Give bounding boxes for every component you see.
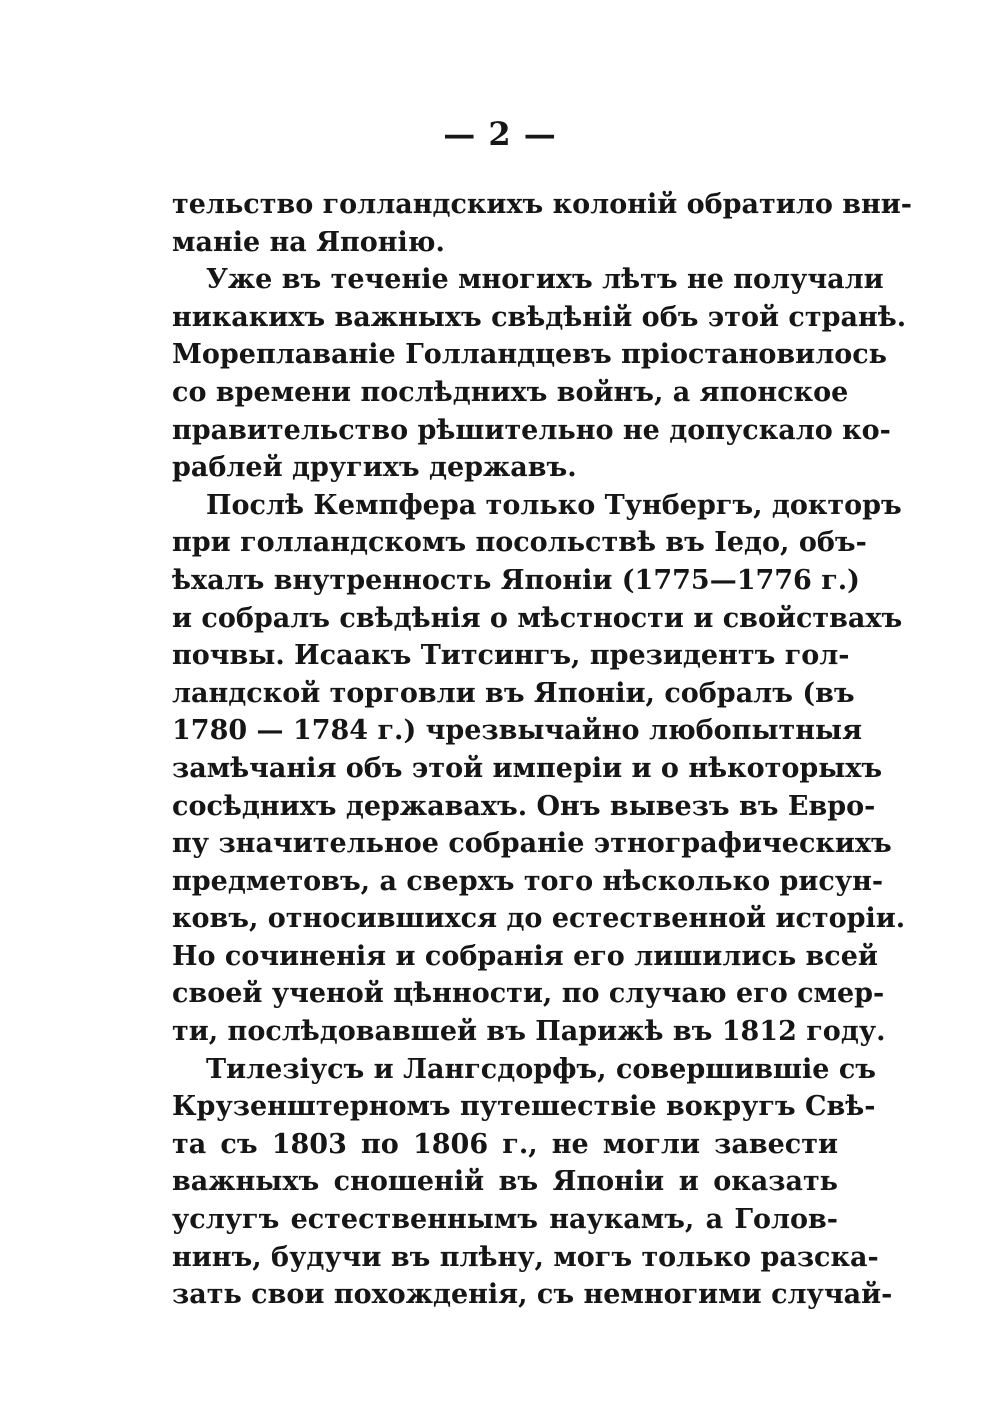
text-line: со времени послѣднихъ войнъ, а японское [172, 376, 849, 408]
text-line: зать свои похожденія, съ немногими случай- [172, 1279, 893, 1311]
text-line: правительство рѣшительно не допускало ко- [172, 414, 891, 446]
text-line: при голландскомъ посольствѣ въ Іедо, объ- [172, 527, 867, 559]
text-line: сосѣднихъ державахъ. Онъ вывезъ въ Евро- [172, 790, 876, 822]
text-line: пу значительное собраніе этнографическихъ [172, 828, 892, 860]
text-line: своей ученой цѣнности, по случаю его смер- [172, 978, 885, 1010]
text-line: замѣчанія объ этой имперіи и о нѣкоторыхъ [172, 752, 883, 784]
text-line: предметовъ, а сверхъ того нѣсколько рисун- [172, 865, 884, 897]
text-line: ландской торговли въ Японіи, собралъ (въ [172, 677, 855, 709]
text-line: Крузенштерномъ путешествіе вокругъ Свѣ- [172, 1091, 876, 1123]
text-line: ковъ, относившихся до естественной исторіи. [172, 903, 906, 935]
text-line: та съ 1803 по 1806 г., не могли завести [172, 1128, 838, 1160]
text-line: Тилезіусъ и Лангсдорфъ, совершившіе съ [206, 1053, 877, 1085]
text-line: почвы. Исаакъ Титсингъ, президентъ гол- [172, 640, 850, 672]
text-line: никакихъ важныхъ свѣдѣній объ этой странѣ. [172, 301, 907, 333]
body-text [172, 186, 913, 1314]
text-line: 1780 — 1784 г.) чрезвычайно любопытныя [172, 715, 863, 747]
text-line: и собралъ свѣдѣнія о мѣстности и свойствахъ [172, 602, 903, 634]
text-line: Послѣ Кемпфера только Тунбергъ, докторъ [206, 489, 902, 521]
text-line: важныхъ сношеній въ Японіи и оказать [172, 1166, 838, 1198]
text-line: раблей другихъ державъ. [172, 452, 577, 484]
text-line: Уже въ теченіе многихъ лѣтъ не получали [206, 264, 884, 296]
text-line: услугъ естественнымъ наукамъ, а Голов- [172, 1204, 838, 1236]
text-line: нинъ, будучи въ плѣну, могъ только разска- [172, 1241, 879, 1273]
text-line: Мореплаваніе Голландцевъ пріостановилось [172, 339, 888, 371]
text-line: ти, послѣдовавшей въ Парижѣ въ 1812 году. [172, 1016, 886, 1048]
text-line: маніе на Японію. [172, 226, 445, 258]
page-number: — 2 — [443, 115, 557, 153]
text-line: тельство голландскихъ колоній обратило вни- [172, 189, 913, 220]
text-line: Но сочиненія и собранія его лишились всей [172, 940, 878, 972]
text-line: ѣхалъ внутренность Японіи (1775—1776 г.) [172, 564, 860, 596]
